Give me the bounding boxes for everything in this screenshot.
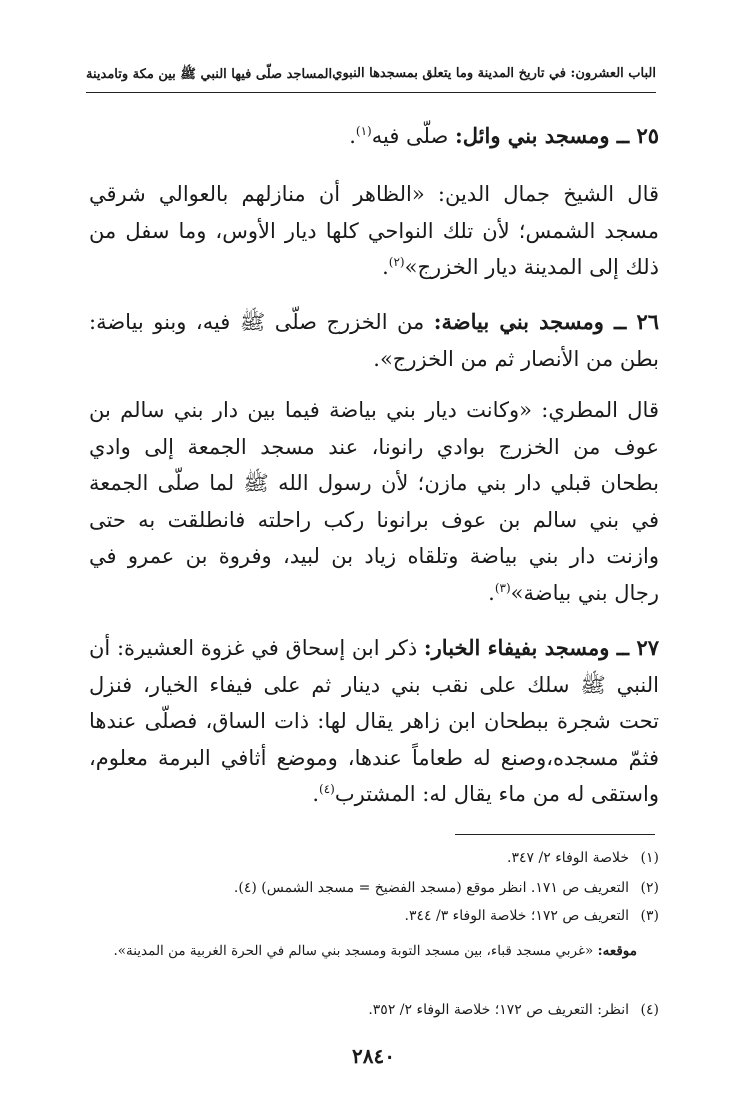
- entry-text: ذكر ابن إسحاق في غزوة العشيرة: أن النبي ﷺ سلك على نقب بني دينار ثم على فيفاء الخيار، فنزل تحت شجرة ببطحان ابن زاهر يقال لها: ذات الساق، فصلّى عندها فثمّ مسجده،وصنع له طعاماً عندها، وموضع أثافي البرمة معلوم، واستقى له من ماء يقال له: المشترب: [89, 636, 659, 806]
- entry-tail: .: [488, 580, 495, 605]
- footnote-ref: (١): [355, 124, 372, 138]
- paragraph-jamal: [89, 176, 659, 286]
- entry-text: قال الشيخ جمال الدين: «الظاهر أن منازلهم بالعوالي شرقي مسجد الشمس؛ لأن تلك النواحي كلها ديار الأوس، وما سفل من ذلك إلى المدينة ديار الخزرج»: [89, 182, 659, 279]
- paragraph-26: [89, 304, 659, 377]
- entry-heading: ٢٧ ــ ومسجد بفيفاء الخبار:: [423, 635, 659, 660]
- paragraph-matari: [89, 392, 659, 611]
- entry-heading: ٢٦ ــ ومسجد بني بياضة:: [433, 309, 659, 334]
- header-divider: [86, 92, 656, 93]
- entry-tail: .: [382, 255, 389, 279]
- footnote-number: (٤): [640, 1002, 659, 1018]
- footnote-text: انظر: التعريف ص ١٧٢؛ خلاصة الوفاء ٢/ ٣٥٢.: [368, 1002, 629, 1018]
- running-header: [86, 58, 656, 92]
- paragraph-27: [89, 630, 659, 813]
- page-number: ٢٨٤٠: [352, 1044, 395, 1068]
- footnote-cont-text: «غربي مسجد قباء، بين مسجد التوبة ومسجد بني سالم في الحرة الغربية من المدينة».: [113, 943, 598, 959]
- footnote-cont-heading: موقعه:: [597, 943, 637, 959]
- entry-tail: .: [349, 124, 356, 148]
- footnote-1: [89, 846, 659, 870]
- footnote-number: (٣): [640, 908, 659, 924]
- footnote-3-continued: [89, 940, 637, 963]
- footnote-divider: [455, 834, 655, 835]
- footnote-ref: (٣): [494, 580, 511, 595]
- header-chapter-title: الباب العشرون: في تاريخ المدينة وما يتعلق بمسجدها النبوي: [332, 66, 656, 81]
- footnote-number: (١): [640, 850, 659, 866]
- footnote-text: التعريف ص ١٧٢؛ خلاصة الوفاء ٣/ ٣٤٤.: [404, 908, 629, 924]
- footnote-3: [89, 904, 659, 928]
- footnote-text: خلاصة الوفاء ٢/ ٣٤٧.: [507, 850, 629, 866]
- footnote-4: [89, 998, 659, 1022]
- footnote-2: [89, 876, 659, 900]
- footnote-ref: (٤): [319, 782, 335, 796]
- entry-heading: ٢٥ ــ ومسجد بني وائل:: [455, 123, 659, 148]
- entry-text: قال المطري: «وكانت ديار بني بياضة فيما بين دار بني سالم بن عوف من الخزرج بوادي رانونا، عند مسجد الجمعة إلى وادي بطحان قبلي دار بني مازن؛ لأن رسول الله ﷺ لما صلّى الجمعة في بني سالم بن عوف برانونا ركب راحلته فانطلقت به حتى وازنت دار بني بياضة وتلقاه زياد بن لبيد، وفروة بن عمرو في رجال بني بياضة»: [89, 398, 659, 605]
- footnote-text: التعريف ص ١٧١. انظر موقع (مسجد الفضيخ = مسجد الشمس) (٤).: [233, 880, 629, 896]
- entry-text: صلّى فيه: [371, 124, 456, 148]
- footnote-number: (٢): [640, 880, 659, 896]
- entry-text: من الخزرج صلّى ﷺ فيه، وبنو بياضة: بطن من الأنصار ثم من الخزرج».: [89, 310, 659, 371]
- paragraph-25: [89, 118, 659, 155]
- entry-tail: .: [312, 782, 319, 806]
- header-section-title: المساجد صلّى فيها النبي ﷺ بين مكة وتامدينة: [86, 67, 333, 82]
- footnote-ref: (٢): [388, 255, 405, 269]
